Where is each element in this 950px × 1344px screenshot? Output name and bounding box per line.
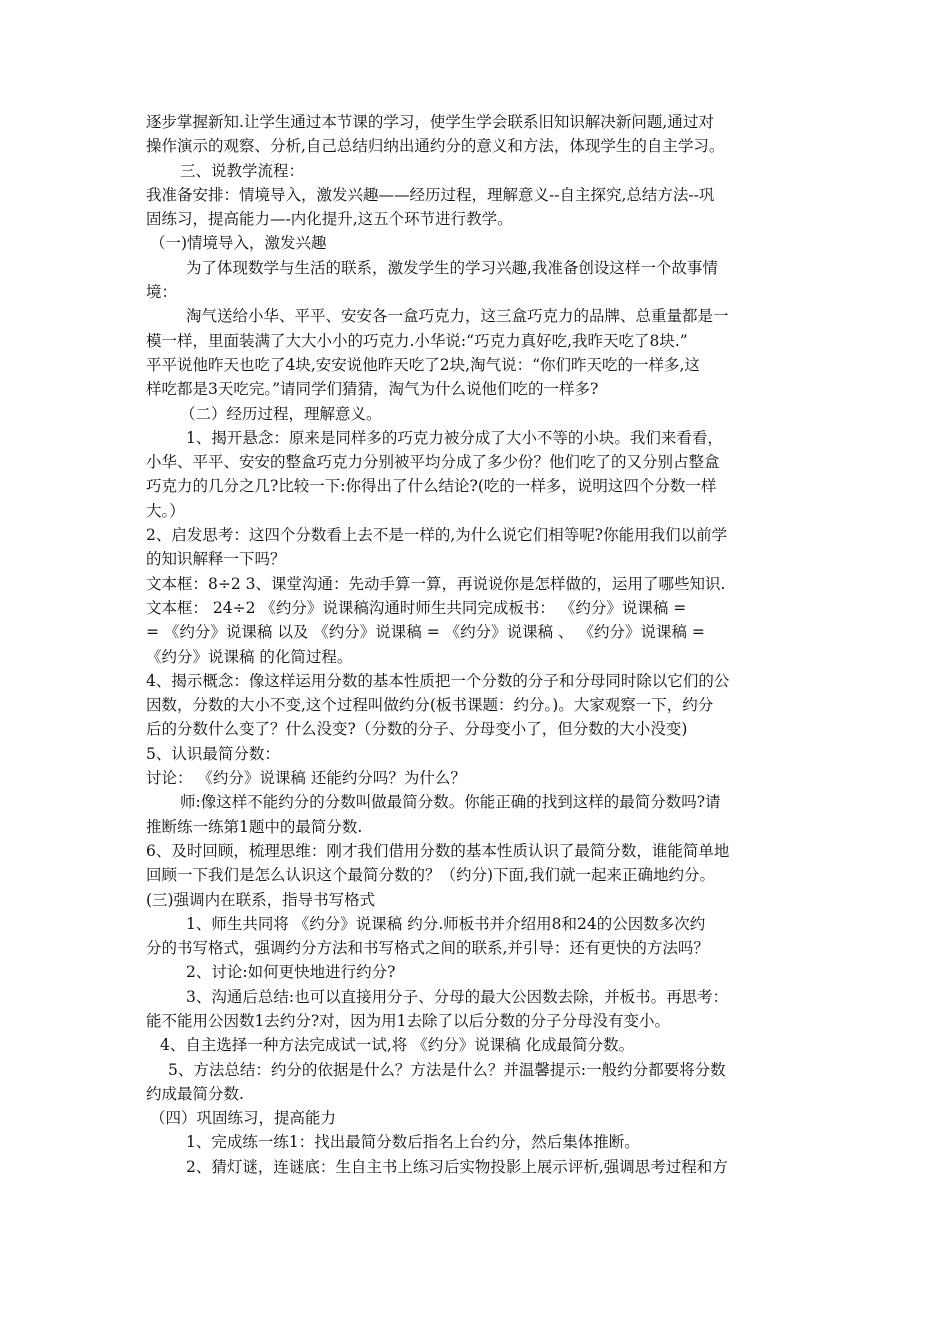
text-line: 回顾一下我们是怎么认识这个最简分数的？（约分)下面,我们就一起来正确地约分。: [146, 866, 715, 885]
text-line: 为了体现数学与生活的联系，激发学生的学习兴趣,我准备创设这样一个故事情: [186, 258, 718, 277]
section-heading: 三、说教学流程：: [180, 161, 305, 180]
text-line: 4、揭示概念：像这样运用分数的基本性质把一个分数的分子和分母同时除以它们的公: [146, 671, 730, 690]
text-line: 样吃都是3天吃完。”请同学们猜猜，淘气为什么说他们吃的一样多?: [146, 380, 599, 399]
text-line: 3、沟通后总结:也可以直接用分子、分母的最大公因数去除，并板书。再思考：: [186, 987, 729, 1006]
text-line: 4、自主选择一种方法完成试一试,将 《约分》说课稿 化成最简分数。: [160, 1036, 635, 1055]
text-line: 1、揭开悬念：原来是同样多的巧克力被分成了大小不等的小块。我们来看看，: [186, 428, 723, 447]
section-heading: （四）巩固练习，提高能力: [150, 1109, 337, 1128]
text-line: 我准备安排：情境导入，激发兴趣——经历过程，理解意义--自主探究,总结方法--巩: [146, 185, 715, 204]
text-line: 平平说他昨天也吃了4块,安安说他昨天吃了2块,淘气说：“你们昨天吃的一样多,这: [146, 355, 700, 374]
text-line: 约成最简分数.: [146, 1084, 244, 1103]
text-line: 师:像这样不能约分的分数叫做最简分数。你能正确的找到这样的最简分数吗?请: [180, 793, 721, 812]
text-line: 文本框：8÷2 3、课堂沟通：先动手算一算，再说说你是怎样做的，运用了哪些知识.: [146, 574, 726, 593]
text-line: 逐步掌握新知.让学生通过本节课的学习，使学生学会联系旧知识解决新问题,通过对: [146, 113, 714, 131]
text-line: 6、及时回顾，梳理思维：刚才我们借用分数的基本性质认识了最简分数，谁能简单地: [146, 841, 730, 860]
section-heading: (三)强调内在联系，指导书写格式: [146, 890, 376, 909]
section-heading: （一)情境导入，激发兴趣: [150, 234, 327, 253]
text-line: 2、启发思考：这四个分数看上去不是一样的,为什么说它们相等呢?你能用我们以前学: [146, 526, 728, 545]
text-line: 5、认识最简分数：: [146, 744, 280, 763]
text-line: 讨论： 《约分》说课稿 还能约分吗？为什么？: [146, 769, 466, 788]
text-line: 能不能用公因数1去约分?对，因为用1去除了以后分数的分子分母没有变小。: [146, 1011, 671, 1030]
text-line: 的知识解释一下吗？: [146, 550, 286, 569]
text-line: 2、讨论:如何更快地进行约分?: [186, 963, 396, 982]
text-line: 1、师生共同将 《约分》说课稿 约分.师板书并介绍用8和24的公因数多次约: [186, 914, 706, 933]
text-line: 1、完成练一练1：找出最简分数后指名上台约分，然后集体推断。: [186, 1133, 640, 1152]
text-line: 模一样，里面装满了大大小小的巧克力.小华说:“巧克力真好吃,我昨天吃了8块.”: [146, 331, 688, 350]
document-page: [146, 110, 806, 1179]
text-line: 后的分数什么变了？什么没变?（分数的分子、分母变小了，但分数的大小没变): [146, 720, 688, 739]
text-line: 淘气送给小华、平平、安安各一盒巧克力，这三盒巧克力的品牌、总重量都是一: [186, 307, 729, 326]
text-line: 分的书写格式，强调约分方法和书写格式之间的联系,并引导：还有更快的方法吗？: [146, 939, 709, 958]
text-line: 操作演示的观察、分析,自己总结归纳出通约分的意义和方法，体现学生的自主学习。: [146, 137, 725, 156]
text-line: 《约分》说课稿 的化简过程。: [146, 647, 353, 666]
text-line: 文本框： 24÷2 《约分》说课稿沟通时师生共同完成板书： 《约分》说课稿 =: [146, 598, 687, 617]
text-line: 境：: [146, 283, 178, 302]
text-line: 推断练一练第1题中的最简分数.: [146, 817, 363, 836]
text-line: 固练习，提高能力—-内化提升,这五个环节进行教学。: [146, 210, 513, 229]
text-line: 因数，分数的大小不变,这个过程叫做约分(板书课题：约分。)。大家观察一下，约分: [146, 696, 714, 715]
text-line: = 《约分》说课稿 以及 《约分》说课稿 = 《约分》说课稿 、 《约分》说课稿 =: [146, 623, 705, 642]
text-line: 大。）: [146, 501, 185, 520]
text-line: 巧克力的几分之几?比较一下:你得出了什么结论?(吃的一样多，说明这四个分数一样: [146, 477, 717, 496]
section-heading: （二）经历过程，理解意义。: [180, 404, 382, 423]
text-line: 5、方法总结：约分的依据是什么？方法是什么？并温馨提示:一般约分都要将分数: [168, 1060, 726, 1079]
text-line: 2、猜灯谜，连谜底：生自主书上练习后实物投影上展示评析,强调思考过程和方: [186, 1157, 728, 1176]
text-line: 小华、平平、安安的整盒巧克力分别被平均分成了多少份？他们吃了的又分别占整盒: [146, 453, 720, 472]
